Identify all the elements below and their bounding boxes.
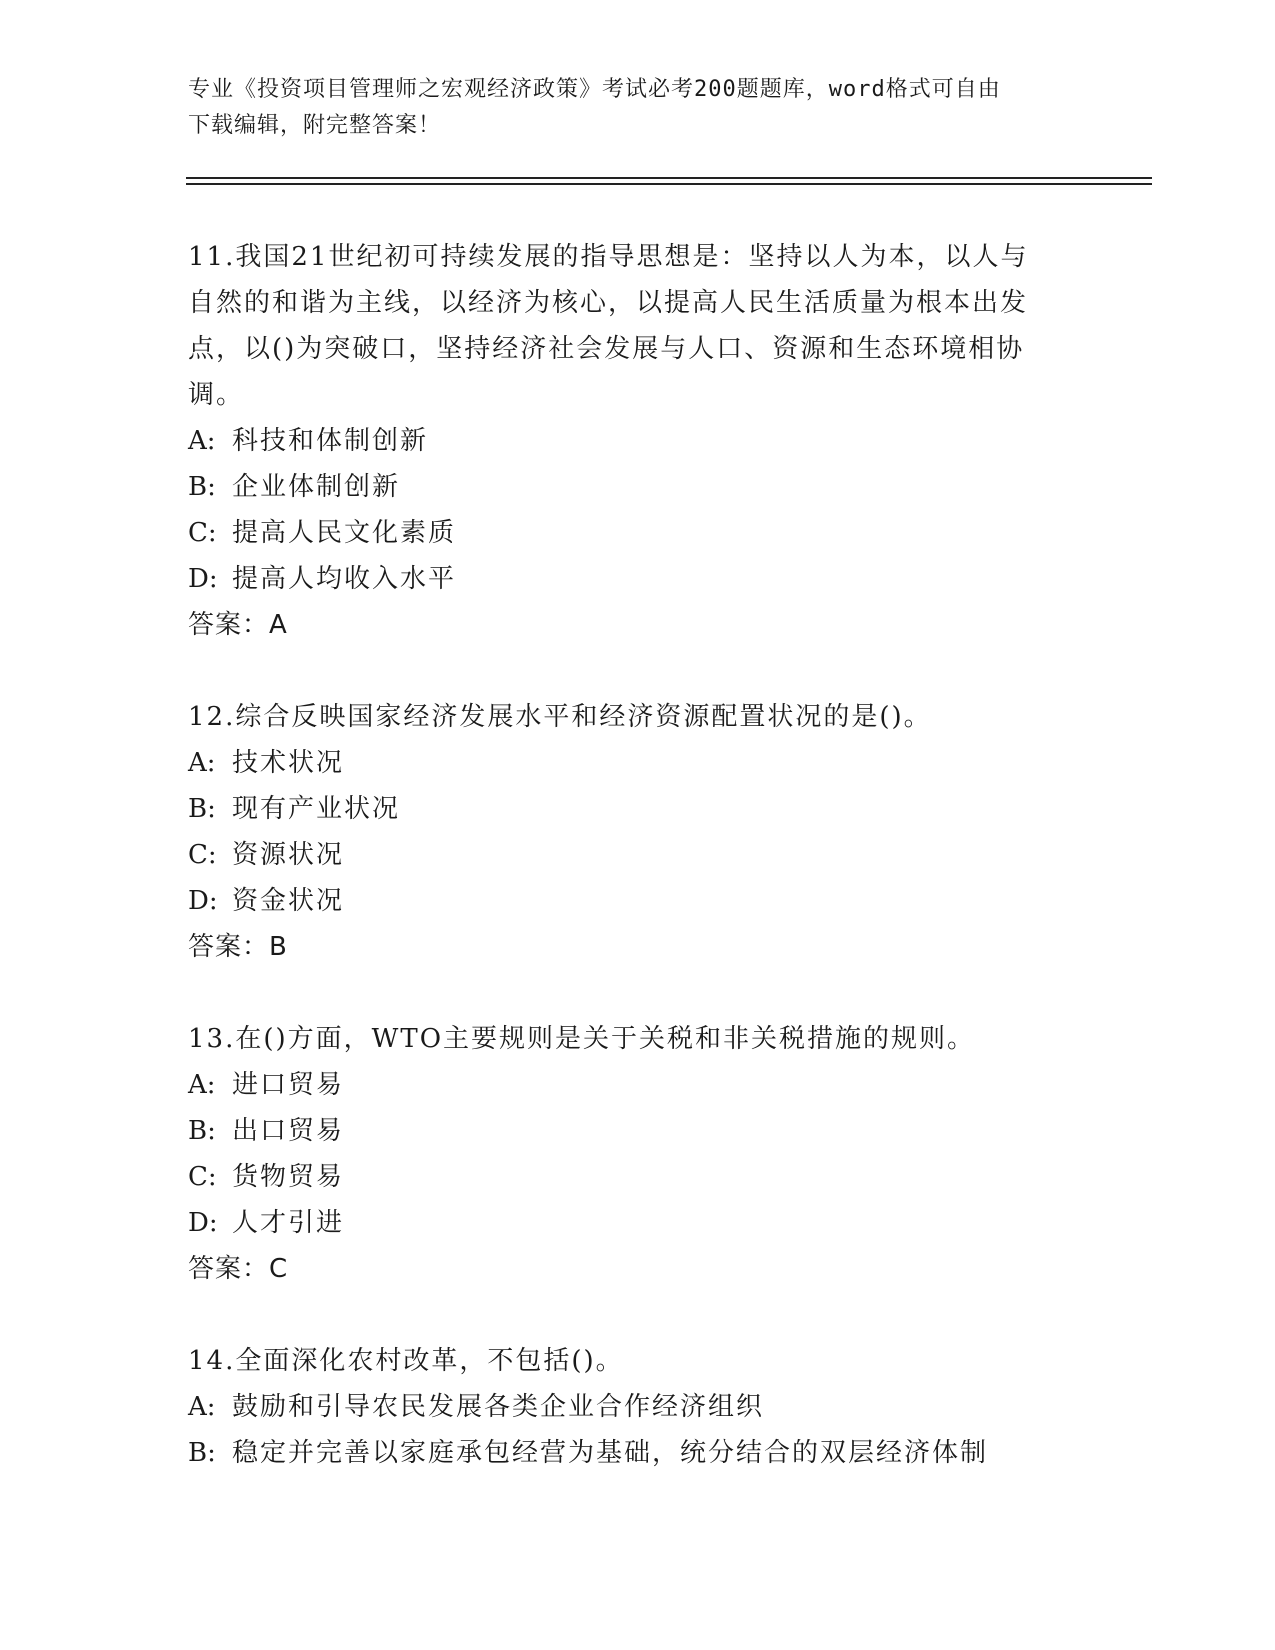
option-b <box>188 464 1088 510</box>
option-d <box>188 556 1088 602</box>
option-text: 资金状况 <box>232 886 345 916</box>
answer-line <box>188 602 1088 648</box>
question-text-line: 全面深化农村改革，不包括()。 <box>235 1346 624 1376</box>
option-text: 出口贸易 <box>232 1116 345 1146</box>
option-letter: B: <box>188 1116 216 1146</box>
question-text <box>188 1338 1088 1384</box>
option-d <box>188 1200 1088 1246</box>
answer-line <box>188 924 1088 970</box>
option-a <box>188 1384 1088 1430</box>
question-text <box>188 234 1088 280</box>
answer-value: A <box>269 610 288 640</box>
option-text: 人才引进 <box>232 1208 345 1238</box>
header-line-1: 专业《投资项目管理师之宏观经济政策》考试必考200题题库，word格式可自由 <box>188 77 1001 102</box>
answer-label: 答案： <box>188 610 270 640</box>
document-header <box>188 72 1088 144</box>
question-text-line: 综合反映国家经济发展水平和经济资源配置状况的是()。 <box>235 702 932 732</box>
option-letter: C: <box>188 1162 217 1192</box>
option-c <box>188 1154 1088 1200</box>
option-text: 货物贸易 <box>232 1162 345 1192</box>
header-divider-top <box>186 177 1152 179</box>
question-text-line: 点，以()为突破口，坚持经济社会发展与人口、资源和生态环境相协 <box>188 334 1025 364</box>
question-number: 11. <box>188 242 236 272</box>
option-a <box>188 1062 1088 1108</box>
question-text-line: 我国21世纪初可持续发展的指导思想是：坚持以人为本，以人与 <box>235 242 1029 272</box>
question-text <box>188 694 1088 740</box>
question-text <box>188 1016 1088 1062</box>
question-text-line: 调。 <box>188 380 245 410</box>
header-divider-bottom <box>186 183 1152 185</box>
option-b <box>188 1430 1088 1476</box>
header-line-2: 下载编辑，附完整答案！ <box>188 113 442 138</box>
question-text-line: 在()方面，WTO主要规则是关于关税和非关税措施的规则。 <box>235 1024 976 1054</box>
option-letter: A: <box>188 1392 216 1422</box>
answer-value: C <box>269 1254 289 1284</box>
option-text: 科技和体制创新 <box>232 426 429 456</box>
option-text: 进口贸易 <box>232 1070 345 1100</box>
option-letter: D: <box>188 564 218 594</box>
option-letter: A: <box>188 426 216 456</box>
question-number: 12. <box>188 702 236 732</box>
question-list <box>188 234 1088 1522</box>
answer-label: 答案： <box>188 932 270 962</box>
option-a <box>188 418 1088 464</box>
option-text: 企业体制创新 <box>232 472 401 502</box>
option-d <box>188 878 1088 924</box>
option-letter: D: <box>188 886 218 916</box>
option-text: 资源状况 <box>232 840 345 870</box>
option-letter: B: <box>188 472 216 502</box>
question-12 <box>188 694 1088 970</box>
option-c <box>188 510 1088 556</box>
option-a <box>188 740 1088 786</box>
option-b <box>188 1108 1088 1154</box>
option-text: 提高人均收入水平 <box>232 564 457 594</box>
option-text: 鼓励和引导农民发展各类企业合作经济组织 <box>232 1392 765 1422</box>
question-number: 14. <box>188 1346 236 1376</box>
answer-label: 答案： <box>188 1254 270 1284</box>
option-text: 稳定并完善以家庭承包经营为基础，统分结合的双层经济体制 <box>232 1438 989 1468</box>
option-letter: C: <box>188 518 217 548</box>
question-number: 13. <box>188 1024 236 1054</box>
option-letter: B: <box>188 1438 216 1468</box>
option-c <box>188 832 1088 878</box>
answer-value: B <box>269 932 288 962</box>
option-text: 现有产业状况 <box>232 794 401 824</box>
option-text: 提高人民文化素质 <box>232 518 457 548</box>
question-13 <box>188 1016 1088 1292</box>
option-letter: B: <box>188 794 216 824</box>
option-b <box>188 786 1088 832</box>
option-letter: D: <box>188 1208 218 1238</box>
option-letter: A: <box>188 748 216 778</box>
question-text-line: 自然的和谐为主线，以经济为核心，以提高人民生活质量为根本出发 <box>188 288 1029 318</box>
option-letter: C: <box>188 840 217 870</box>
option-letter: A: <box>188 1070 216 1100</box>
question-11 <box>188 234 1088 648</box>
answer-line <box>188 1246 1088 1292</box>
question-14 <box>188 1338 1088 1476</box>
option-text: 技术状况 <box>232 748 345 778</box>
